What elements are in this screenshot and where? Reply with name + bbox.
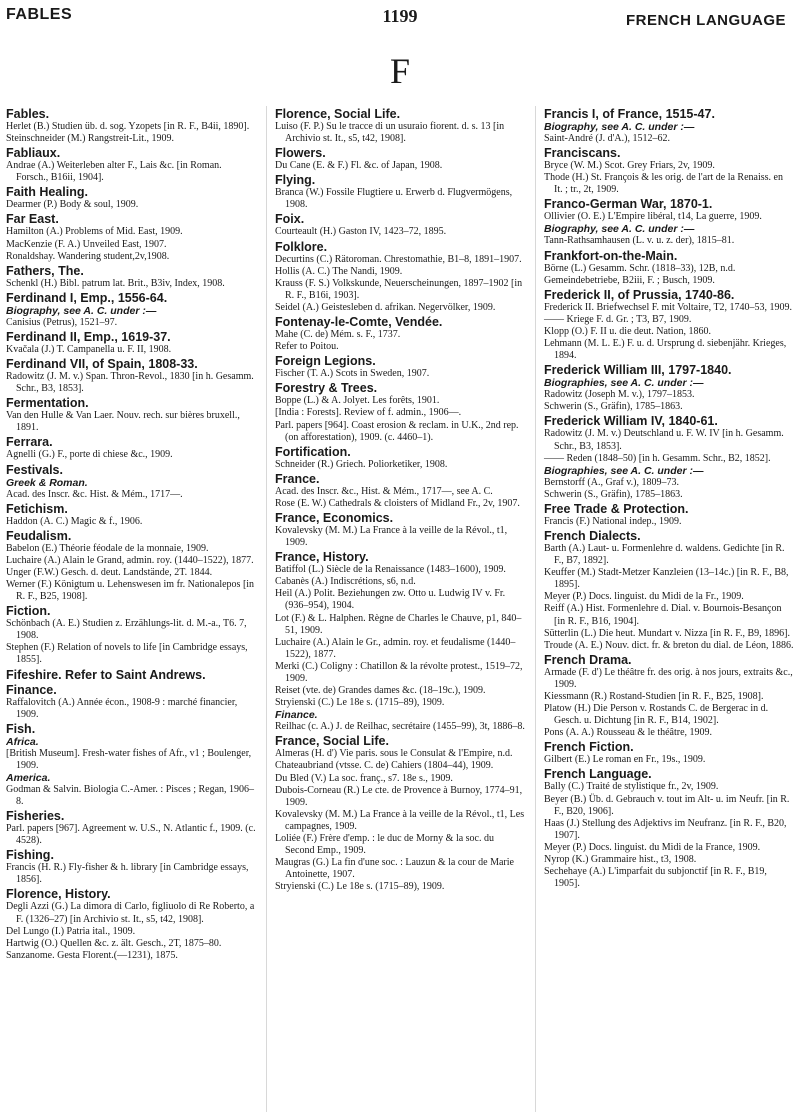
index-heading: French Dialects.: [544, 528, 641, 543]
index-heading: Ferdinand II, Emp., 1619-37.: [6, 329, 171, 344]
index-heading: Ferdinand I, Emp., 1556-64.: [6, 290, 168, 305]
index-entry: Branca (W.) Fossile Flugtiere u. Erwerb d. Flugvermögens, 1908.: [275, 187, 513, 211]
index-entry: Del Lungo (I.) Patria ital., 1909.: [6, 925, 136, 937]
index-entry: Platow (H.) Die Person v. Rostands C. de Bergerac in d. Gesch. u. Dichtung [in R. F., B14, 1902].: [544, 703, 769, 727]
index-heading: Festivals.: [6, 462, 63, 477]
index-heading: Ferdinand VII, of Spain, 1808-33.: [6, 357, 198, 372]
index-heading: French Fiction.: [544, 740, 634, 755]
index-entry: Merki (C.) Coligny : Chatillon & la révolte protest., 1519–72, 1909.: [275, 660, 523, 684]
index-entry: Decurtins (C.) Rätoroman. Chrestomathie, B1–8, 1891–1907.: [275, 253, 522, 265]
index-entry: —— Reden (1848–50) [in h. Gesamm. Schr., B2, 1852].: [544, 452, 771, 464]
index-entry: Schenkl (H.) Bibl. patrum lat. Brit., B3iv, Index, 1908.: [6, 277, 225, 289]
index-entry: Sechehaye (A.) L'imparfait du subjonctif [in R. F., B19, 1905].: [544, 866, 767, 890]
index-entry: Steinschneider (M.) Rangstreit-Lit., 1909.: [6, 133, 175, 145]
index-heading: France, Social Life.: [275, 734, 389, 749]
index-heading: French Drama.: [544, 652, 632, 667]
index-entry: Dearmer (P.) Body & soul, 1909.: [6, 199, 139, 211]
index-entry: Krauss (F. S.) Volkskunde, Neuerscheinungen, 1897–1902 [in R. F., B16i, 1903].: [275, 277, 523, 301]
index-entry: Andrae (A.) Weiterleben alter F., Lais &c. [in Roman. Forsch., B16ii, 1904].: [6, 160, 222, 184]
index-entry: Klopp (O.) F. II u. die deut. Nation, 1860.: [544, 325, 711, 337]
index-heading: Ferrara.: [6, 435, 53, 450]
index-heading: Flowers.: [275, 146, 326, 161]
index-entry: Saint-André (J. d'A.), 1512–62.: [544, 133, 670, 144]
index-entry: Godman & Salvin. Biologia C.-Amer. : Pisces ; Regan, 1906–8.: [6, 783, 255, 807]
index-heading: Franciscans.: [544, 146, 621, 161]
index-entry: Radowitz (Joseph M. v.), 1797–1853.: [544, 389, 695, 401]
index-entry: MacKenzie (F. A.) Unveiled East, 1907.: [6, 238, 167, 250]
index-entry: Schönbach (A. E.) Studien z. Erzählungs-lit. d. M.-a., T6. 7, 1908.: [6, 618, 247, 642]
index-heading: France.: [275, 471, 320, 486]
index-heading: France, History.: [275, 550, 369, 565]
index-heading: Fermentation.: [6, 396, 89, 411]
index-heading: Fables.: [6, 107, 50, 121]
index-entry: [India : Forests]. Review of f. admin., 1906—.: [275, 407, 462, 419]
index-entry: Gilbert (E.) Le roman en Fr., 19s., 1909.: [544, 754, 706, 766]
index-entry: [British Museum]. Fresh-water fishes of Afr., v1 ; Boulenger, 1909.: [6, 747, 252, 771]
index-entry: Lehmann (M. L. E.) F. u. d. Ursprung d. siebenjähr. Krieges, 1894.: [544, 338, 787, 362]
index-heading: Frederick William IV, 1840-61.: [544, 414, 718, 429]
index-entry: Hollis (A. C.) The Nandi, 1909.: [275, 265, 403, 277]
index-entry: Luiso (F. P.) Su le tracce di un usuraio fiorent. d. s. 13 [in Archivio st. It., s5, t42, 1908].: [275, 121, 505, 145]
index-heading: Frederick II, of Prussia, 1740-86.: [544, 287, 735, 302]
index-entry: Canisius (Petrus), 1521–97.: [6, 316, 118, 328]
index-heading: Far East.: [6, 212, 59, 227]
index-heading: Fiction.: [6, 604, 51, 619]
index-entry: Radowitz (J. M. v.) Span. Thron-Revol., 1830 [in h. Gesamm. Schr., B3, 1853].: [6, 371, 254, 395]
index-entry: Herlet (B.) Studien üb. d. sog. Yzopets [in R. F., B4ii, 1890].: [6, 121, 250, 132]
index-heading: Fetichism.: [6, 501, 68, 516]
page-number: 1199: [382, 6, 418, 26]
index-entry: Bally (C.) Traité de stylistique fr., 2v, 1909.: [544, 781, 719, 793]
index-entry: Keuffer (M.) Stadt-Metzer Kanzleien (13–14c.) [in R. F., B8, 1895].: [544, 567, 789, 591]
index-entry: Reiff (A.) Hist. Formenlehre d. Dial. v. Bournois-Besançon [in R. F., B16, 1904].: [544, 603, 782, 627]
index-entry: Reiset (vte. de) Grandes dames &c. (18–19c.), 1909.: [275, 685, 486, 697]
index-heading: Fisheries.: [6, 809, 65, 824]
index-entry: Stryienski (C.) Le 18e s. (1715–89), 1909.: [275, 881, 445, 893]
index-entry: Francis (F.) National indep., 1909.: [544, 515, 682, 527]
index-entry: Gemeindebetriebe, B2iii, F. ; Busch, 1909.: [544, 274, 715, 286]
index-entry: Parl. papers [964]. Coast erosion & reclam. in U.K., 2nd rep. (on afforestation), 1909. (c. 4460–1).: [275, 419, 519, 443]
index-subheading: Biographies, see A. C. under :—: [544, 377, 704, 390]
index-entry: Sanzanome. Gesta Florent.(—1231), 1875.: [6, 949, 178, 961]
index-entry: Armade (F. d') Le théâtre fr. des orig. à nos jours, extraits &c., 1909.: [544, 666, 793, 690]
index-entry: Meyer (P.) Docs. linguist. du Midi de la Fr., 1909.: [544, 591, 744, 603]
index-heading: Flying.: [275, 173, 316, 188]
section-letter: F: [389, 51, 411, 91]
index-subheading: Biographies, see A. C. under :—: [544, 464, 704, 477]
index-entry: Du Cane (E. & F.) Fl. &c. of Japan, 1908.: [275, 160, 443, 172]
index-entry: Beyer (B.) Üb. d. Gebrauch v. tout im Alt- u. im Neufr. [in R. F., B20, 1906].: [544, 793, 790, 817]
index-entry: Tann-Rathsamhausen (L. v. u. z. der), 1815–81.: [544, 235, 735, 247]
index-entry: Schwerin (S., Gräfin), 1785–1863.: [544, 401, 683, 413]
index-entry: Rose (E. W.) Cathedrals & cloisters of Midland Fr., 2v, 1907.: [275, 497, 520, 509]
index-entry: Van den Hulle & Van Laer. Nouv. rech. sur bières bruxell., 1891.: [6, 410, 240, 434]
index-entry: Seidel (A.) Geistesleben d. afrikan. Negervölker, 1909.: [275, 301, 496, 313]
index-entry: Frederick II. Briefwechsel F. mit Voltaire, T2, 1740–53, 1909.: [544, 301, 793, 313]
index-entry: Thode (H.) St. François & les orig. de l'art de la Renaiss. en It. ; tr., 2t, 1909.: [544, 172, 783, 196]
index-heading: Faith Healing.: [6, 185, 88, 200]
index-entry: Heil (A.) Polit. Beziehungen zw. Otto u. Ludwig IV v. Fr. (936–954), 1904.: [275, 588, 506, 612]
index-entry: Chateaubriand (vtsse. C. de) Cahiers (1804–44), 1909.: [275, 760, 494, 772]
index-entry: Lot (F.) & L. Halphen. Règne de Charles le Chauve, p1, 840–51, 1909.: [275, 612, 522, 636]
index-entry: Barth (A.) Laut- u. Formenlehre d. waldens. Gedichte [in R. F., B7, 1892].: [544, 542, 785, 567]
index-entry: Acad. des Inscr. &c., Hist. & Mém., 1717—, see A. C.: [275, 485, 493, 497]
index-heading: Forestry & Trees.: [275, 381, 378, 396]
index-entry: Agnelli (G.) F., porte di chiese &c., 1909.: [6, 449, 173, 461]
index-heading: Finance.: [6, 682, 57, 697]
index-entry: Almeras (H. d') Vie paris. sous le Consulat & l'Empire, n.d.: [275, 748, 513, 760]
index-heading: Fish.: [6, 721, 36, 736]
running-head-right: FRENCH LANGUAGE: [626, 12, 786, 29]
index-heading: Fishing.: [6, 848, 54, 863]
index-entry: Luchaire (A.) Alain le Gr., admin. roy. et feudalisme (1440–1522), 1877.: [275, 636, 516, 660]
index-subheading: Biography, see A. C. under :—: [6, 304, 157, 317]
index-entry: Raffalovitch (A.) Année écon., 1908-9 : marché financier, 1909.: [6, 696, 238, 720]
index-entry: Bernstorff (A., Graf v.), 1809–73.: [544, 476, 679, 488]
index-column-1: [6, 106, 256, 1112]
index-entry: Stephen (F.) Relation of novels to life [in Cambridge essays, 1855].: [6, 642, 248, 666]
index-heading: Fabliaux.: [6, 146, 61, 161]
index-entry: Börne (L.) Gesamm. Schr. (1818–33), 12B, n.d.: [544, 262, 736, 274]
index-heading: Francis I, of France, 1515-47.: [544, 107, 715, 121]
index-subheading: America.: [6, 771, 51, 784]
index-heading: Fathers, The.: [6, 263, 84, 278]
index-entry: —— Kriege F. d. Gr. ; T3, B7, 1909.: [544, 313, 692, 325]
index-heading: Feudalism.: [6, 528, 72, 543]
index-entry: Luchaire (A.) Alain le Grand, admin. roy. (1440–1522), 1877.: [6, 554, 254, 566]
index-heading: French Language.: [544, 767, 652, 782]
index-entry: Mahe (C. de) Mém. s. F., 1737.: [275, 329, 401, 341]
index-entry: Schwerin (S., Gräfin), 1785–1863.: [544, 488, 683, 500]
index-entry: Maugras (G.) La fin d'une soc. : Lauzun & la cour de Marie Antoinette, 1907.: [275, 857, 514, 881]
index-entry: Acad. des Inscr. &c. Hist. & Mém., 1717—.: [6, 488, 183, 500]
index-entry: Troude (A. E.) Nouv. dict. fr. & breton du dial. de Léon, 1886.: [544, 639, 794, 651]
index-heading: Free Trade & Protection.: [544, 501, 689, 516]
index-entry: Nyrop (K.) Grammaire hist., t3, 1908.: [544, 854, 697, 866]
index-entry: Pons (A. A.) Rousseau & le théâtre, 1909.: [544, 727, 713, 739]
index-entry: Parl. papers [967]. Agreement w. U.S., N. Atlantic f., 1909. (c. 4528).: [6, 823, 256, 847]
index-entry: Cabanès (A.) Indiscrétions, s6, n.d.: [275, 576, 416, 588]
index-subheading: Biography, see A. C. under :—: [544, 121, 695, 133]
index-entry: Kvačala (J.) T. Campanella u. F. II, 1908.: [6, 343, 172, 355]
index-entry: Reilhac (c. A.) J. de Reilhac, secrétaire (1455–99), 3t, 1886–8.: [275, 721, 525, 733]
index-heading: Foix.: [275, 212, 305, 227]
index-entry: Francis (H. R.) Fly-fisher & h. library [in Cambridge essays, 1856].: [6, 862, 249, 886]
index-heading: Franco-German War, 1870-1.: [544, 197, 713, 212]
index-entry: Courteault (H.) Gaston IV, 1423–72, 1895.: [275, 226, 447, 238]
index-entry: Kovalevsky (M. M.) La France à la veille de la Révol., t1, Les campagnes, 1909.: [275, 808, 525, 832]
index-column-3: [535, 106, 794, 1112]
index-entry: Batiffol (L.) Siècle de la Renaissance (1483–1600), 1909.: [275, 564, 506, 576]
index-entry: Babelon (E.) Théorie féodale de la monnaie, 1909.: [6, 542, 209, 554]
index-entry: Dubois-Corneau (R.) Le cte. de Provence à Burnoy, 1774–91, 1909.: [275, 784, 523, 808]
index-entry: Loliée (F.) Frère d'emp. : le duc de Morny & la soc. du Second Emp., 1909.: [275, 833, 494, 857]
index-heading: Foreign Legions.: [275, 354, 376, 369]
index-heading: Frederick William III, 1797-1840.: [544, 363, 732, 378]
index-entry: Radowitz (J. M. v.) Deutschland u. F. W. IV [in h. Gesamm. Schr., B3, 1853].: [544, 428, 784, 452]
index-entry: Kovalevsky (M. M.) La France à la veille de la Révol., t1, 1909.: [275, 524, 508, 549]
index-entry: Schneider (R.) Griech. Poliorketiker, 1908.: [275, 458, 448, 470]
index-heading: Fontenay-le-Comte, Vendée.: [275, 315, 443, 330]
index-heading: Folklore.: [275, 239, 328, 254]
index-heading: France, Economics.: [275, 510, 394, 525]
index-column-2: [266, 106, 525, 1112]
index-entry: Refer to Poitou.: [275, 341, 339, 353]
index-entry: Unger (F.W.) Gesch. d. deut. Landstände, 2T. 1844.: [6, 566, 213, 578]
index-entry: Du Bled (V.) La soc. franç., s7. 18e s., 1909.: [275, 772, 453, 784]
index-subheading: Biography, see A. C. under :—: [544, 223, 695, 236]
index-entry: Werner (F.) Königtum u. Lehenswesen im fr. Nationalepos [in R. F., B25, 1908].: [6, 578, 255, 603]
index-entry: Boppe (L.) & A. Jolyet. Les forêts, 1901.: [275, 395, 440, 407]
running-head-left: FABLES: [6, 6, 73, 23]
index-entry: Fischer (T. A.) Scots in Sweden, 1907.: [275, 368, 430, 380]
index-entry: Hamilton (A.) Problems of Mid. East, 1909.: [6, 226, 183, 238]
index-entry: Kiessmann (R.) Rostand-Studien [in R. F., B25, 1908].: [544, 691, 764, 702]
index-heading: Florence, History.: [6, 887, 111, 902]
index-entry: Bryce (W. M.) Scot. Grey Friars, 2v, 1909.: [544, 160, 715, 172]
index-entry: Stryienski (C.) Le 18e s. (1715–89), 1909.: [275, 697, 445, 709]
index-heading: Fifeshire. Refer to Saint Andrews.: [6, 667, 206, 682]
index-entry: Ollivier (O. E.) L'Empire libéral, t14, La guerre, 1909.: [544, 211, 762, 223]
index-entry: Degli Azzi (G.) La dimora di Carlo, figliuolo di Re Roberto, a F. (1326–27) [in Archivio st. It., s5, t42, 1908].: [6, 901, 255, 925]
index-entry: Ronaldshay. Wandering student,2v,1908.: [6, 250, 170, 262]
index-columns: [6, 106, 794, 1112]
index-entry: Haddon (A. C.) Magic & f., 1906.: [6, 515, 143, 527]
index-entry: Hartwig (O.) Quellen &c. z. ält. Gesch., 2T, 1875–80.: [6, 937, 222, 949]
index-subheading: Finance.: [275, 709, 318, 722]
index-entry: Haas (J.) Stellung des Adjektivs im Neufranz. [in R. F., B20, 1907].: [544, 817, 787, 841]
index-entry: Meyer (P.) Docs. linguist. du Midi de la France, 1909.: [544, 841, 761, 853]
running-head: [0, 4, 800, 30]
index-heading: Florence, Social Life.: [275, 107, 401, 121]
index-subheading: Africa.: [6, 735, 39, 748]
index-heading: Fortification.: [275, 444, 351, 459]
index-heading: Frankfort-on-the-Main.: [544, 248, 678, 263]
index-entry: Sütterlin (L.) Die heut. Mundart v. Nizza [in R. F., B9, 1896].: [544, 627, 791, 639]
index-subheading: Greek & Roman.: [6, 476, 88, 489]
